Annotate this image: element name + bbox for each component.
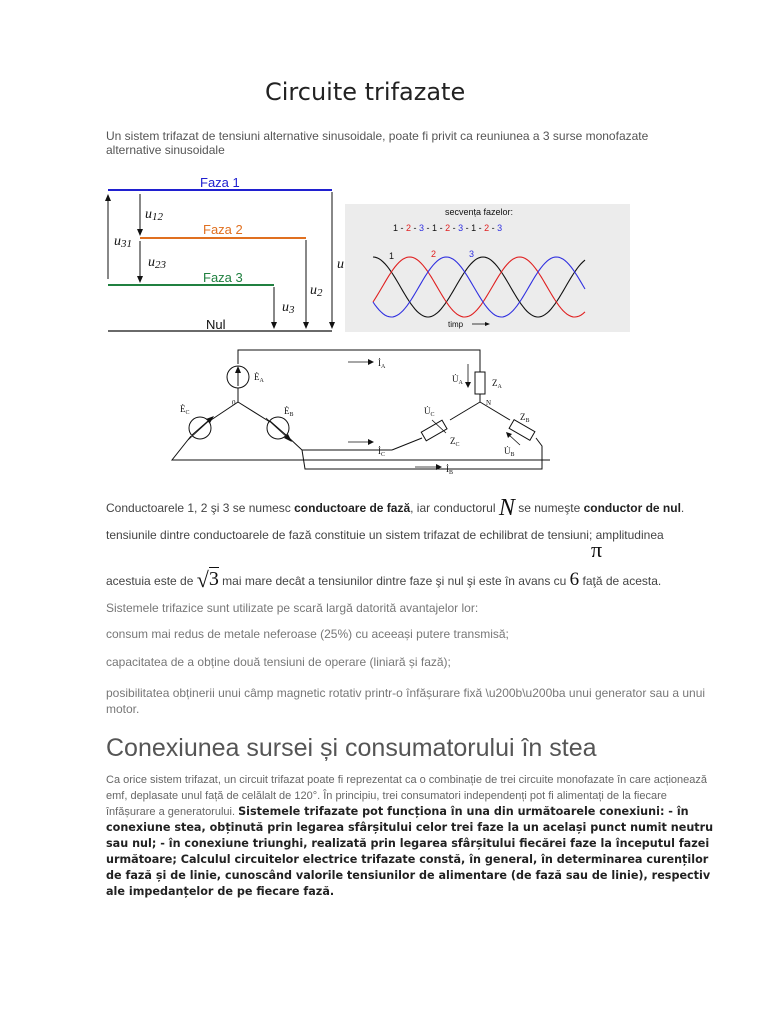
star-circuit-diagram: [170, 342, 550, 477]
intro-paragraph: Un sistem trifazat de tensiuni alternative sinusoidale, poate fi privit ca reuniunea a 3 surse monofazate alternative sinusoidale: [106, 129, 649, 157]
wave-label-3: 3: [469, 249, 475, 259]
sequence-token: -: [398, 223, 404, 233]
sequence-token: 1: [393, 223, 399, 233]
voltage-ua-label: $U̇_A$: [452, 374, 463, 386]
wave-axis-label: timp: [448, 320, 464, 329]
sequence-token: 1: [468, 223, 477, 233]
sequence-token: -: [437, 223, 443, 233]
sequence-token: -: [476, 223, 482, 233]
list-item: posibilitatea obținerii unui câmp magnetic rotativ printr-o înfășurare fixă \u200b\u200ba unui generator sau a unui motor.: [106, 686, 706, 716]
emf-eb-label: $Ė_B$: [284, 406, 294, 418]
faza3-label: Faza 3: [203, 270, 243, 285]
u2-label: u2: [310, 283, 323, 299]
u1-label: u: [337, 257, 344, 272]
conductors-paragraph: Conductoarele 1, 2 şi 3 se numesc conductoare de fază, iar conductorul N se numeşte conductor de nul.: [106, 495, 685, 521]
phase-voltage-diagram: [100, 168, 360, 338]
sequence-token: 2: [481, 223, 490, 233]
sequence-token: 2: [442, 223, 451, 233]
voltage-uc-label: $U̇_C$: [424, 406, 435, 418]
faza2-label: Faza 2: [203, 222, 243, 237]
voltage-ub-label: $U̇_B$: [504, 446, 515, 458]
sequence-token: 3: [416, 223, 425, 233]
sequence-token: 3: [494, 223, 503, 233]
sequence-token: -: [450, 223, 456, 233]
u12-label: u12: [145, 207, 163, 223]
sequence-token: -: [424, 223, 430, 233]
emf-ec-label: $Ė_C$: [180, 404, 190, 416]
sequence-token: -: [411, 223, 417, 233]
u23-label: u23: [148, 255, 166, 271]
phase-sequence-wave-diagram: [345, 204, 630, 332]
pi-numerator: π: [591, 537, 603, 562]
page-title: Circuite trifazate: [265, 78, 466, 106]
u3-label: u3: [282, 300, 295, 316]
list-item: capacitatea de a obține două tensiuni de operare (liniară și fază);: [106, 655, 451, 669]
sequence-token: 1: [429, 223, 438, 233]
wave-label-2: 2: [431, 249, 437, 259]
sqrt3-value: 3: [208, 568, 219, 590]
sequence-token: -: [463, 223, 469, 233]
wave-label-1: 1: [389, 251, 395, 261]
wave-title: secvența fazelor:: [445, 207, 514, 217]
list-item: consum mai redus de metale neferoase (25%) cu aceeași putere transmisă;: [106, 627, 509, 641]
faza1-label: Faza 1: [200, 175, 240, 190]
sqrt3-paragraph: acestuia este de √3 mai mare decât a tensiunilor dintre faze şi nul şi este în avans cu 6 faţă de acesta.: [106, 567, 662, 592]
section-title: Conexiunea sursei și consumatorului în stea: [106, 734, 597, 762]
six-denominator: 6: [569, 569, 580, 590]
list-item: Sistemele trifazice sunt utilizate pe scară largă datorită avantajelor lor:: [106, 601, 479, 615]
u31-label: u31: [114, 234, 132, 250]
impedance-zc-label: $Z_C$: [450, 436, 460, 448]
section-body: Ca orice sistem trifazat, un circuit trifazat poate fi reprezentat ca o combinație de trei circuite monofazate în care acționează emf, deplasate unul față de celălalt de 120°. În principiu, trei consumatori independenți pot fi alimentați de la fiecare înfășurare a generatorului. Sistemele trifazate pot funcționa în una din următoarele conexiuni: - în conexiune stea, obținută prin legarea sfârșitului celor trei faze la un același punct numit neutru sau nul; - în conexiune triunghi, realizată prin legarea sfârșitului fiecărei faze la începutul fazei următoare; Calculul circuitelor electrice trifazate constă, în general, în determinarea curenților de fază și de linie, cunoscând valorile tensiunilor de alimentare (de fază sau de linie), respectiv ale impedanțelor de pe fiecare fază.: [106, 774, 714, 898]
sequence-token: -: [489, 223, 495, 233]
neutral-symbol: N: [498, 495, 515, 521]
source-neutral-label: 0: [232, 399, 236, 407]
impedance-za-label: $Z_A$: [492, 378, 502, 390]
current-ib-label: $İ_B$: [446, 464, 454, 476]
wave-sequence: [393, 223, 502, 233]
impedance-zb-label: $Z_B$: [520, 412, 530, 424]
emf-ea-label: $Ė_A$: [254, 372, 264, 384]
nul-label: Nul: [206, 317, 226, 332]
sequence-token: 3: [455, 223, 464, 233]
amplitude-paragraph: tensiunile dintre conductoarele de fază constituie un sistem trifazat de echilibrat de tensiuni; amplitudinea: [106, 528, 664, 542]
current-ic-label: $İ_C$: [378, 446, 386, 458]
load-neutral-label: N: [486, 399, 492, 407]
current-ia-label: $İ_A$: [378, 358, 386, 370]
sequence-token: 2: [403, 223, 412, 233]
